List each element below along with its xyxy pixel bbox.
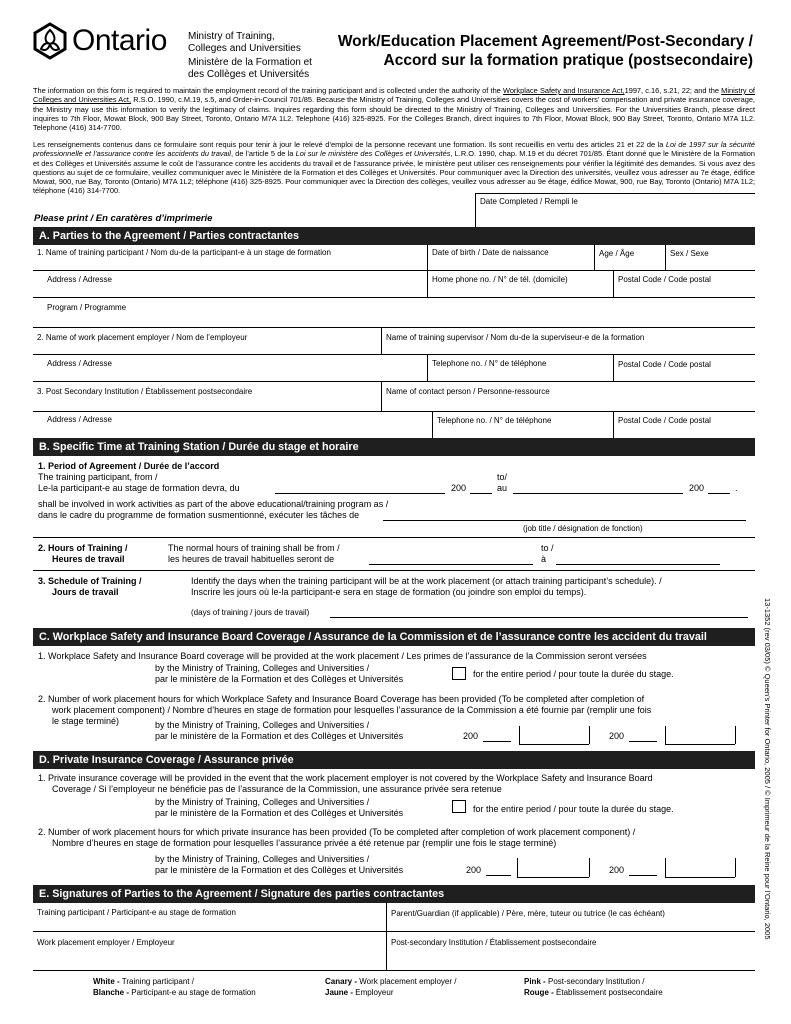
section-d-header: D. Private Insurance Coverage / Assurance privée xyxy=(33,751,755,769)
wsib-item-2-line-3: le stage terminé) xyxy=(52,716,120,726)
hours-end-input[interactable] xyxy=(556,564,720,565)
logo-wordmark: Ontario xyxy=(72,24,167,57)
supervisor-name-field[interactable]: Name of training supervisor / Nom du-de la superviseur-e de la formation xyxy=(386,333,645,342)
notice-fr-text-2: , de l’article 5 de la xyxy=(230,149,296,159)
private-hours-by-fr: par le ministère de la Formation et des Collèges et Universités xyxy=(155,865,404,875)
contact-person-field[interactable]: Name of contact person / Personne-ressource xyxy=(386,387,550,396)
ministry-en-line-1: Ministry of Training, xyxy=(188,31,275,42)
wsib-hours-year-b: 200 xyxy=(609,731,625,741)
schedule-heading xyxy=(38,576,142,598)
form-title xyxy=(313,32,753,70)
ministry-fr-line-1: Ministère de la Formation et xyxy=(188,57,312,68)
private-hours-year-b: 200 xyxy=(609,865,625,875)
institution-signature-field[interactable]: Post-secondary Institution / Établissement postsecondaire xyxy=(391,938,597,947)
hours-from-en: The normal hours of training shall be from / xyxy=(168,543,340,553)
days-label: (days of training / jours de travail) xyxy=(191,608,310,617)
period-dot: . xyxy=(735,483,738,493)
private-by-en: by the Ministry of Training, Colleges and Universities / xyxy=(155,797,370,807)
canary-value: Work placement employer / xyxy=(357,977,457,986)
please-print-note: Please print / En caratères d’imprimerie xyxy=(34,213,213,224)
form-title-en: Work/Education Placement Agreement/Post-Secondary / xyxy=(337,33,753,50)
hours-to-en: to / xyxy=(541,543,554,553)
private-item-2-line-1: 2. Number of work placement hours for which private insurance has been provided (To be completed after completion of work placement component) / xyxy=(38,827,636,837)
ministry-en-line-2: Colleges and Universities xyxy=(188,43,301,54)
wsib-hours-input-b[interactable] xyxy=(665,744,735,745)
wsib-hours-by-fr: par le ministère de la Formation et des Collèges et Universités xyxy=(155,731,404,741)
ministry-name-fr xyxy=(188,57,312,81)
section-b-header: B. Specific Time at Training Station / Durée du stage et horaire xyxy=(33,438,755,456)
notice-en-text-2: 1997, c.16, s.21, 22; and the xyxy=(624,86,722,95)
wsib-by-fr: par le ministère de la Formation et des Collèges et Universités xyxy=(155,674,404,684)
hours-start-input[interactable] xyxy=(369,564,533,565)
notice-fr-law-2: Loi sur le ministère des Collèges et Universités xyxy=(295,149,451,159)
period-start-year: 200 xyxy=(451,483,467,493)
notice-en-text-3: R.S.O. 1990, c.M.19, s.5, and Order-in-Council 701/85. Because the Ministry of Training, Colleges and Universities covers the cost of workers’ compensation and private insurance coverage, the Ministry may use this information to verify the legitimacy of claims. Inquires regarding this form should be directed to the Ministry of Training, Colleges and Universities. For the Universities Branch, please direct inquires to 7th Floor, Mowat Block, 900 Bay Street, Toronto, Ontario M7A 1L2. Telephone (416) 325-8925. For the Colleges Branch, direct inquires to 7th Floor, Mowat Block, 900 Bay Street, Toronto, Ontario M7A 1L2. Telephone (416) 314-7700. xyxy=(33,95,755,133)
wsib-hours-input-a[interactable] xyxy=(519,744,589,745)
employer-phone-field[interactable]: Telephone no. / N° de téléphone xyxy=(432,359,547,368)
private-entire-period-label: for the entire period / pour toute la durée du stage. xyxy=(473,804,674,814)
blanche-value: Participant-e au stage de formation xyxy=(129,988,256,997)
canary-key: Canary - xyxy=(325,977,358,986)
wsib-hours-year-a: 200 xyxy=(463,731,479,741)
period-heading: 1. Period of Agreement / Durée de l’accord xyxy=(38,461,220,471)
ministry-name-en xyxy=(188,31,301,55)
rouge-key: Rouge - xyxy=(524,988,554,997)
section-e-header: E. Signatures of Parties to the Agreement / Signature des parties contractantes xyxy=(33,885,755,903)
notice-fr-text-1: Les renseignements contenus dans ce formulaire sont requis pour tenir à jour le relevé d’emploi de la personne recevant une formation. Ils sont recueillis en vertu des articles 21 et 22 de la xyxy=(33,140,666,149)
private-item-1-line-1: 1. Private insurance coverage will be provided in the event that the work placement employer is not covered by the Workplace Safety and Insurance Board xyxy=(38,773,653,783)
hours-heading-fr: Heures de travail xyxy=(52,554,125,564)
private-by-fr: par le ministère de la Formation et des Collèges et Universités xyxy=(155,808,404,818)
copy-distribution-canary xyxy=(325,976,456,998)
private-entire-period-checkbox[interactable] xyxy=(452,800,466,813)
notice-fr-law-1: Loi de 1997 sur la sécurité professionnelle et l’assurance contre les accidents du travail xyxy=(33,140,755,159)
white-value: Training participant / xyxy=(119,977,194,986)
wsib-entire-period-checkbox[interactable] xyxy=(452,667,466,680)
job-title-label: (job title / désignation de fonction) xyxy=(523,524,643,533)
private-hours-input-b[interactable] xyxy=(665,877,735,878)
period-end-input[interactable] xyxy=(513,493,683,494)
date-of-birth-field[interactable]: Date of birth / Date de naissance xyxy=(432,248,549,257)
wsib-by-en: by the Ministry of Training, Colleges and Universities / xyxy=(155,663,370,673)
section-a-header: A. Parties to the Agreement / Parties contractantes xyxy=(33,227,755,245)
private-hours-by-en: by the Ministry of Training, Colleges and Universities / xyxy=(155,854,370,864)
private-item-1-line-2: Coverage / Si l’employeur ne bénéficie pas de l’assurance de la Commission, une assurance privée sera retenue xyxy=(52,784,502,794)
period-start-input[interactable] xyxy=(275,493,445,494)
participant-name-field[interactable]: 1. Name of training participant / Nom du-de la participant-e à un stage de formation xyxy=(37,248,331,257)
form-title-fr: Accord sur la formation pratique (postsecondaire) xyxy=(383,52,753,69)
date-completed-field[interactable]: Date Completed / Rempli le xyxy=(480,197,578,206)
notice-en-act-2: Ministry of Colleges and Universities Act, xyxy=(33,86,755,105)
private-hours-input-a[interactable] xyxy=(517,877,589,878)
private-item-2-line-2: Nombre d’heures en stage de formation pour lesquelles l’assurance privée a été retenue par (remplir une fois le stage terminé) xyxy=(52,838,557,848)
wsib-entire-period-label: for the entire period / pour toute la durée du stage. xyxy=(473,669,674,679)
notice-fr-text-3: , L.R.O. 1990, chap. M.19 et du décret 701/85. Étant donné que le Ministère de la Formation et des Collèges et Universités assume le coût de l’assurance contre les accidents du travail et de l’assurance privée, le ministère peut utiliser ces renseignements pour vérifier la légitimité des demandes. Si vous avez des questions au sujet de ce formulaire, veuillez communiquer avec le Ministère de la Formation et des Collèges et Universités. Pour communiquer avec la Direction des universités, veuillez vous adresser au 7e étage, édifice Mowat, 900, rue Bay, Toronto (Ontario) M7A 1L2; téléphone (416) 325-8925. Pour communiquer avec la Direction des collèges, veuillez vous adresser au 9e étage, édifice Mowat, 900, rue Bay, Toronto (Ontario) M7A 1L2; téléphone (416) 314-7700. xyxy=(33,149,755,196)
privacy-notice-fr xyxy=(33,140,755,196)
hours-to-fr: à xyxy=(541,554,547,564)
ontario-logo xyxy=(32,22,172,62)
period-from-fr: Le-la participant-e au stage de formation devra, du xyxy=(38,483,240,493)
blanche-key: Blanche - xyxy=(93,988,130,997)
pink-value: Post-secondary Institution / xyxy=(545,977,645,986)
wsib-item-2-line-1: 2. Number of work placement hours for which Workplace Safety and Insurance Board Coverage has been provided (To be completed after completion of xyxy=(38,694,645,704)
copy-distribution-white xyxy=(93,976,256,998)
jaune-value: Employeur xyxy=(353,988,394,997)
program-field[interactable]: Program / Programme xyxy=(47,303,127,312)
rouge-value: Établissement postsecondaire xyxy=(553,988,663,997)
hours-from-fr: les heures de travail habituelles seront de xyxy=(168,554,335,564)
jaune-key: Jaune - xyxy=(325,988,354,997)
participant-address-field[interactable]: Address / Adresse xyxy=(47,275,112,284)
side-text: 13-1352 (rev 03/05) © Queen’s Printer for Ontario, 2005 / © Imprimeur de la Reine pour l’Ontario, 2005 xyxy=(763,598,772,940)
hours-heading xyxy=(38,543,128,565)
ministry-fr-line-2: des Collèges et Universités xyxy=(188,69,310,80)
schedule-instructions-fr: Inscrire les jours où le-la participant-e sera en stage de formation (ou joindre son emploi du temps). xyxy=(191,587,587,597)
job-title-input[interactable] xyxy=(383,520,746,521)
schedule-heading-en: 3. Schedule of Training / xyxy=(38,576,142,586)
age-field[interactable]: Age / Âge xyxy=(599,249,635,258)
section-c-header: C. Workplace Safety and Insurance Board Coverage / Assurance de la Commission et de l’assurance contre les accident du travail xyxy=(33,628,755,646)
period-to-fr: au xyxy=(497,483,508,493)
home-phone-field[interactable]: Home phone no. / N° de tél. (domicile) xyxy=(432,275,568,284)
participant-postal-field[interactable]: Postal Code / Code postal xyxy=(618,275,711,284)
guardian-signature-field[interactable]: Parent/Guardian (if applicable) / Père, mère, tuteur ou tutrice (le cas échéant) xyxy=(391,909,665,918)
notice-en-act-1: Workplace Safety and Insurance Act, xyxy=(502,86,625,95)
days-input[interactable] xyxy=(330,617,748,618)
wsib-item-2-line-2: work placement component) / Nombre d’heures en stage de formation pour lesquelles l’assurance de la Commission a été fournie par (remplir une fois xyxy=(52,705,652,715)
schedule-instructions-en: Identify the days when the training participant will be at the work placement (or attach training participant’s schedule). / xyxy=(191,576,662,586)
employer-address-field[interactable]: Address / Adresse xyxy=(47,359,112,368)
copy-distribution-pink xyxy=(524,976,663,998)
involved-en: shall be involved in work activities as part of the above educational/training program as / xyxy=(38,499,389,509)
schedule-heading-fr: Jours de travail xyxy=(52,587,119,597)
involved-fr: dans le cadre du programme de formation susmentionné, exécuter les tâches de xyxy=(38,510,360,520)
employer-name-field[interactable]: 2. Name of work placement employer / Nom de l’employeur xyxy=(37,333,248,342)
institution-phone-field[interactable]: Telephone no. / N° de téléphone xyxy=(437,416,552,425)
institution-postal-field[interactable]: Postal Code / Code postal xyxy=(618,416,711,425)
form-number-copyright xyxy=(762,598,774,968)
period-from-en: The training participant, from / xyxy=(38,472,158,482)
sex-field[interactable]: Sex / Sexe xyxy=(670,249,709,258)
participant-signature-field[interactable]: Training participant / Participant-e au stage de formation xyxy=(37,908,236,917)
private-hours-year-a: 200 xyxy=(466,865,482,875)
wsib-item-1: 1. Workplace Safety and Insurance Board coverage will be provided at the work placement / Les primes de l’assurance de la Commission seront versées xyxy=(38,651,647,661)
trillium-icon xyxy=(32,22,68,60)
period-end-year: 200 xyxy=(689,483,705,493)
employer-signature-field[interactable]: Work placement employer / Employeur xyxy=(37,938,175,947)
white-key: White - xyxy=(93,977,120,986)
employer-postal-field[interactable]: Postal Code / Code postal xyxy=(618,360,711,369)
notice-en-text-1: The information on this form is required to maintain the employment record of the training participant and is collected under the authority of the xyxy=(33,86,503,95)
wsib-hours-by-en: by the Ministry of Training, Colleges and Universities / xyxy=(155,720,370,730)
hours-heading-en: 2. Hours of Training / xyxy=(38,543,128,553)
privacy-notice-en xyxy=(33,86,755,132)
institution-field[interactable]: 3. Post Secondary Institution / Établissement postsecondaire xyxy=(37,387,253,396)
institution-address-field[interactable]: Address / Adresse xyxy=(47,415,112,424)
pink-key: Pink - xyxy=(524,977,546,986)
period-to-en: to/ xyxy=(497,472,508,482)
